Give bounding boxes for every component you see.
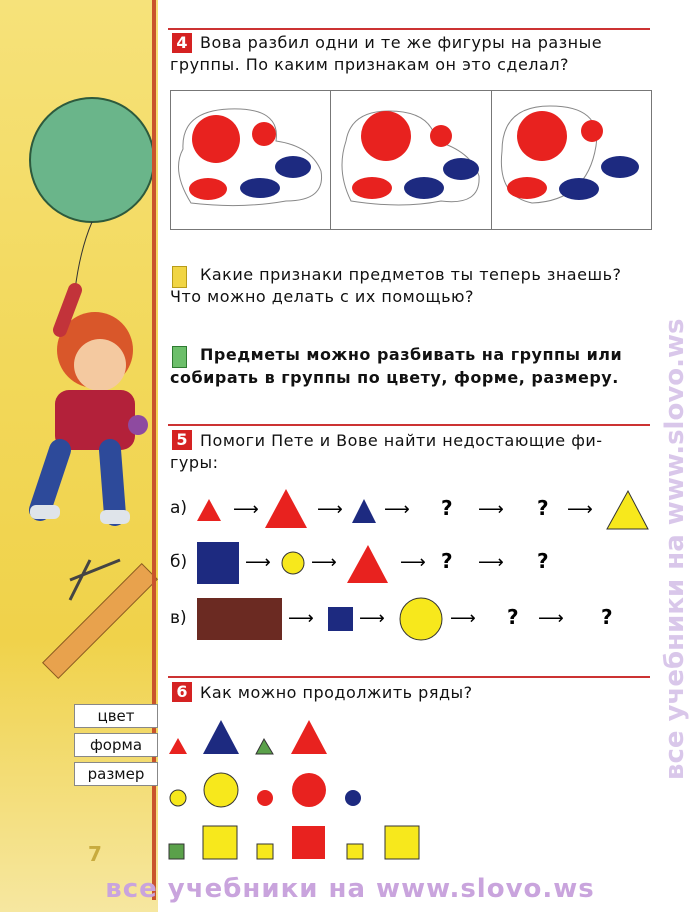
footer-watermark: все учебники на www.slovo.ws: [105, 874, 595, 904]
row-c-label: в): [170, 608, 187, 628]
row-c-sequence: [195, 594, 655, 644]
task5-rule: [168, 424, 650, 426]
small-blue-square: [328, 607, 353, 631]
svg-text:⟶: ⟶: [478, 552, 504, 573]
task4-panels: [170, 90, 652, 230]
grouping-panel-3: [492, 91, 651, 229]
brown-rectangle: [197, 598, 282, 640]
task5-line1: Помоги Пете и Вове найти недостающие фи-: [200, 431, 603, 450]
svg-text:⟶: ⟶: [317, 499, 343, 520]
question-icon: [172, 266, 187, 288]
svg-text:⟶: ⟶: [567, 499, 593, 520]
big-red-triangle: [265, 489, 307, 528]
grouping-panel-1: [171, 91, 331, 229]
big-yellow-circle: [400, 598, 442, 640]
question-line2: Что можно делать с их помощью?: [170, 287, 474, 306]
missing-2: ?: [537, 496, 549, 520]
small-red-circle: [252, 122, 276, 146]
task4-rule: [168, 28, 650, 30]
svg-text:⟶: ⟶: [245, 552, 271, 573]
small-blue-triangle: [352, 499, 376, 523]
svg-text:⟶: ⟶: [450, 608, 476, 629]
big-red-triangle-b: [347, 545, 388, 583]
big-blue-square: [197, 542, 239, 584]
page-number: 7: [88, 842, 102, 866]
row-a-sequence: [195, 485, 655, 535]
task6-number: 6: [172, 682, 192, 702]
task4-line1: Вова разбил одни и те же фигуры на разные: [200, 33, 603, 52]
question-line1: Какие признаки предметов ты теперь знаешь?: [200, 265, 622, 284]
blue-oval: [240, 178, 280, 198]
missing-3: ?: [441, 549, 453, 573]
small-red-triangle: [197, 499, 221, 521]
grouping-panel-2: [331, 91, 491, 229]
task6-text: Как можно продолжить ряды?: [200, 683, 473, 702]
tag-shape: форма: [74, 733, 158, 757]
big-blue-oval: [275, 156, 311, 178]
svg-text:⟶: ⟶: [359, 608, 385, 629]
vertical-watermark-text: все учебники на www.slovo.ws: [660, 318, 690, 780]
tag-color: цвет: [74, 704, 158, 728]
svg-text:⟶: ⟶: [384, 499, 410, 520]
red-oval: [189, 178, 227, 200]
big-yellow-triangle: [607, 491, 648, 529]
row-b-label: б): [170, 552, 188, 572]
rule-icon: [172, 346, 187, 368]
svg-text:⟶: ⟶: [478, 499, 504, 520]
big-red-circle: [192, 115, 240, 163]
task6-rule: [168, 676, 650, 678]
missing-6: ?: [601, 605, 613, 629]
missing-1: ?: [441, 496, 453, 520]
vertical-watermark: [655, 110, 695, 790]
tag-size: размер: [74, 762, 158, 786]
small-yellow-circle: [282, 552, 304, 574]
missing-4: ?: [537, 549, 549, 573]
task4-line2: группы. По каким признакам он это сделал?: [170, 55, 570, 74]
rule-line2: собирать в группы по цвету, форме, размеру.: [170, 368, 619, 387]
missing-5: ?: [507, 605, 519, 629]
task4-number: 4: [172, 33, 192, 53]
rule-line1: Предметы можно разбивать на группы или: [200, 345, 623, 364]
svg-text:⟶: ⟶: [311, 552, 337, 573]
arrow: ⟶: [233, 499, 259, 520]
task5-line2: гуры:: [170, 453, 219, 472]
row-a-label: а): [170, 498, 188, 518]
svg-text:⟶: ⟶: [538, 608, 564, 629]
row-b-sequence: [195, 538, 655, 588]
svg-text:⟶: ⟶: [400, 552, 426, 573]
task6-rows: [165, 712, 445, 872]
task5-number: 5: [172, 430, 192, 450]
svg-text:⟶: ⟶: [288, 608, 314, 629]
